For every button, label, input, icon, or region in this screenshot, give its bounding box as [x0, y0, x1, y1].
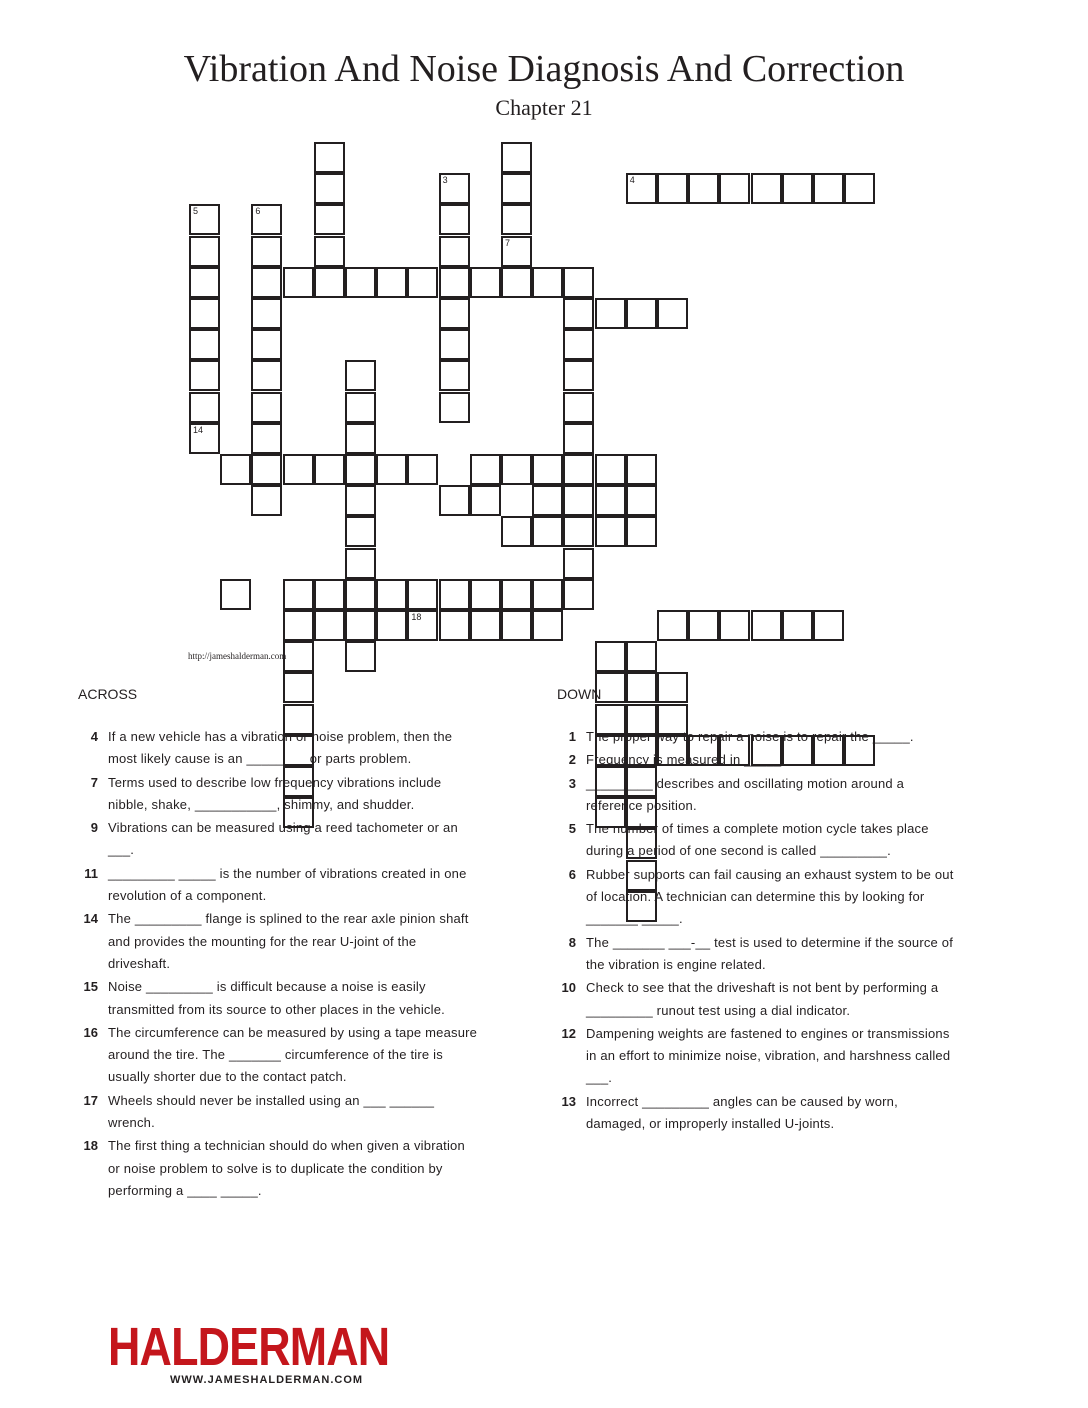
grid-cell[interactable]: [376, 579, 407, 610]
grid-cell[interactable]: [501, 267, 532, 298]
grid-cell[interactable]: [189, 267, 220, 298]
grid-cell[interactable]: [563, 548, 594, 579]
grid-cell[interactable]: [626, 641, 657, 672]
clue-number: 14: [83, 911, 98, 927]
grid-cell[interactable]: [532, 516, 563, 547]
across-clue: [78, 726, 478, 771]
grid-cell[interactable]: [657, 610, 688, 641]
clue-text: The number of times a complete motion cycle takes place during a period of one second is called _________.: [586, 821, 929, 859]
grid-cell[interactable]: [563, 392, 594, 423]
clue-number: 12: [561, 1025, 576, 1041]
grid-cell[interactable]: [813, 610, 844, 641]
grid-cell[interactable]: [532, 267, 563, 298]
down-clue: [556, 1023, 956, 1090]
grid-cell[interactable]: [657, 298, 688, 329]
grid-cell[interactable]: [345, 267, 376, 298]
grid-cell[interactable]: [688, 610, 719, 641]
grid-cell[interactable]: [844, 173, 875, 204]
clue-text: The first thing a technician should do when given a vibration or noise problem to solve is to duplicate the condition by performing a ____ _____.: [108, 1138, 465, 1198]
grid-cell[interactable]: [189, 392, 220, 423]
grid-cell[interactable]: [345, 485, 376, 516]
down-clue: [556, 726, 956, 748]
grid-cell[interactable]: [563, 298, 594, 329]
clue-number: 6: [255, 206, 261, 217]
grid-cell[interactable]: [532, 579, 563, 610]
clue-number: 7: [505, 237, 511, 248]
grid-cell[interactable]: [626, 672, 657, 703]
down-heading: DOWN: [557, 686, 602, 702]
grid-cell[interactable]: [501, 516, 532, 547]
grid-cell[interactable]: [563, 267, 594, 298]
grid-cell[interactable]: [407, 579, 438, 610]
clue-number: 18: [411, 612, 422, 622]
clue-number: 16: [83, 1024, 98, 1040]
grid-cell[interactable]: [376, 267, 407, 298]
grid-cell[interactable]: [595, 298, 626, 329]
grid-cell[interactable]: [189, 360, 220, 391]
clue-text: If a new vehicle has a vibration or noise problem, then the most likely cause is an ________ or parts problem.: [108, 729, 453, 767]
grid-cell[interactable]: [563, 485, 594, 516]
across-clue: [78, 1135, 478, 1202]
grid-cell[interactable]: [470, 267, 501, 298]
across-clue: [78, 772, 478, 817]
clue-number: 7: [90, 774, 98, 790]
grid-cell[interactable]: [501, 236, 532, 267]
grid-cell[interactable]: [439, 360, 470, 391]
grid-cell[interactable]: [189, 236, 220, 267]
grid-cell[interactable]: [407, 267, 438, 298]
grid-cell[interactable]: [439, 236, 470, 267]
grid-cell[interactable]: [532, 610, 563, 641]
grid-cell[interactable]: [251, 392, 282, 423]
down-clue: [556, 818, 956, 863]
grid-cell[interactable]: [688, 173, 719, 204]
clue-number: 13: [561, 1093, 576, 1109]
chapter-subtitle: Chapter 21: [495, 95, 593, 120]
clue-text: Vibrations can be measured using a reed tachometer or an ___.: [108, 820, 458, 858]
clue-text: Dampening weights are fastened to engines or transmissions in an effort to minimize noise, vibration, and harshness called ___.: [586, 1025, 951, 1086]
grid-cell[interactable]: [719, 173, 750, 204]
across-clue-list: [78, 726, 478, 1203]
grid-cell[interactable]: [439, 579, 470, 610]
clue-text: The _________ flange is splined to the rear axle pinion shaft and provides the mounting for the rear U-joint of the driveshaft.: [108, 911, 469, 971]
grid-cell[interactable]: [751, 610, 782, 641]
clue-number: 5: [568, 821, 576, 837]
grid-cell[interactable]: [626, 485, 657, 516]
clue-text: Check to see that the driveshaft is not bent by performing a _________ runout test using a dial indicator.: [586, 980, 939, 1018]
grid-cell[interactable]: [407, 610, 438, 641]
clue-number: 3: [568, 775, 576, 791]
grid-cell[interactable]: [345, 641, 376, 672]
grid-cell[interactable]: [345, 610, 376, 641]
grid-cell[interactable]: [376, 454, 407, 485]
grid-cell[interactable]: [407, 454, 438, 485]
grid-cell[interactable]: [314, 173, 345, 204]
grid-cell[interactable]: [439, 329, 470, 360]
grid-cell[interactable]: [189, 204, 220, 235]
page-title: Vibration And Noise Diagnosis And Correction: [183, 48, 905, 90]
grid-cell[interactable]: [563, 516, 594, 547]
clue-number: 2: [568, 752, 576, 768]
grid-cell[interactable]: [314, 579, 345, 610]
clue-text: _________ describes and oscillating motion around a reference position.: [586, 775, 905, 813]
grid-cell[interactable]: [251, 267, 282, 298]
clue-text: The proper way to repair a noise is to repair the _____.: [586, 729, 914, 744]
clue-text: The circumference can be measured by using a tape measure around the tire. The _______ circumference of the tire is usually shorter due to the contact patch.: [108, 1024, 478, 1085]
grid-cell[interactable]: [314, 267, 345, 298]
grid-cell[interactable]: [813, 173, 844, 204]
grid-cell[interactable]: [314, 236, 345, 267]
grid-cell[interactable]: [439, 298, 470, 329]
clue-number: 4: [629, 175, 635, 186]
grid-cell[interactable]: [595, 454, 626, 485]
grid-cell[interactable]: [189, 298, 220, 329]
logo-wordmark: HALDERMAN: [108, 1317, 390, 1377]
grid-cell[interactable]: [626, 516, 657, 547]
grid-cell[interactable]: [595, 485, 626, 516]
grid-cell[interactable]: [626, 173, 657, 204]
grid-cell[interactable]: [283, 672, 314, 703]
grid-cell[interactable]: [595, 641, 626, 672]
down-clue: [556, 1091, 956, 1136]
clue-text: Wheels should never be installed using an ___ ______ wrench.: [108, 1092, 435, 1131]
clue-number: 4: [90, 729, 98, 744]
across-clue: [78, 908, 478, 975]
across-clue: [78, 863, 478, 908]
grid-cell[interactable]: [283, 454, 314, 485]
grid-cell[interactable]: [251, 298, 282, 329]
grid-cell[interactable]: [220, 579, 251, 610]
clue-number: 17: [83, 1092, 98, 1108]
clue-text: Incorrect _________ angles can be caused by worn, damaged, or improperly installed U-joints.: [586, 1093, 898, 1132]
grid-cell[interactable]: [501, 142, 532, 173]
logo-url: WWW.JAMESHALDERMAN.COM: [170, 1374, 364, 1386]
grid-cell[interactable]: [314, 204, 345, 235]
grid-cell[interactable]: [626, 454, 657, 485]
grid-cell[interactable]: [251, 423, 282, 454]
grid-cell[interactable]: [719, 610, 750, 641]
grid-cell[interactable]: [251, 485, 282, 516]
down-clue: [556, 864, 956, 931]
grid-cell[interactable]: [251, 204, 282, 235]
grid-cell[interactable]: [501, 204, 532, 235]
clue-number: 11: [84, 865, 98, 881]
across-clue: [78, 1090, 478, 1135]
clue-number: 9: [90, 820, 98, 836]
grid-cell[interactable]: [314, 142, 345, 173]
grid-cell[interactable]: [314, 454, 345, 485]
grid-cell[interactable]: [376, 610, 407, 641]
across-clue: [78, 976, 478, 1021]
clue-text: _________ _____ is the number of vibrations created in one revolution of a component.: [108, 865, 467, 904]
clue-text: Noise _________ is difficult because a noise is easily transmitted from its source to other places in the vehicle.: [108, 979, 445, 1017]
grid-cell[interactable]: [657, 672, 688, 703]
halderman-logo: [108, 1317, 390, 1386]
grid-cell[interactable]: [345, 516, 376, 547]
grid-cell[interactable]: [439, 204, 470, 235]
clue-number: 18: [83, 1138, 98, 1154]
grid-cell[interactable]: [251, 329, 282, 360]
grid-cell[interactable]: [283, 579, 314, 610]
across-clue: [78, 817, 478, 862]
across-clue: [78, 1022, 478, 1089]
grid-cell[interactable]: [189, 423, 220, 454]
grid-cell[interactable]: [189, 329, 220, 360]
grid-cell[interactable]: [501, 173, 532, 204]
grid-cell[interactable]: [439, 392, 470, 423]
clue-number: 1: [568, 729, 576, 744]
grid-cell[interactable]: [532, 485, 563, 516]
clue-number: 15: [83, 979, 98, 995]
grid-cell[interactable]: [470, 485, 501, 516]
grid-cell[interactable]: [782, 610, 813, 641]
grid-cell[interactable]: [439, 485, 470, 516]
clue-number: 8: [568, 934, 576, 950]
grid-cell[interactable]: [626, 298, 657, 329]
grid-cell[interactable]: [439, 267, 470, 298]
grid-cell[interactable]: [751, 173, 782, 204]
across-heading: ACROSS: [78, 686, 138, 702]
grid-cell[interactable]: [532, 454, 563, 485]
down-clue: [556, 977, 956, 1022]
grid-cell[interactable]: [501, 454, 532, 485]
grid-cell[interactable]: [345, 579, 376, 610]
clue-number: 6: [568, 866, 576, 882]
grid-cell[interactable]: [563, 360, 594, 391]
down-clue-list: [556, 726, 956, 1136]
grid-cell[interactable]: [439, 173, 470, 204]
clue-number: 3: [442, 175, 448, 186]
clue-number: 5: [193, 206, 199, 217]
grid-cell[interactable]: [563, 454, 594, 485]
down-clue: [556, 773, 956, 818]
grid-cell[interactable]: [439, 610, 470, 641]
grid-cell[interactable]: [314, 610, 345, 641]
grid-cell[interactable]: [563, 329, 594, 360]
grid-cell[interactable]: [501, 610, 532, 641]
grid-cell[interactable]: [251, 454, 282, 485]
clue-text: Rubber supports can fail causing an exhaust system to be out of location. A technician can determine this by looking for _______ _____.: [586, 866, 954, 927]
grid-cell[interactable]: [251, 236, 282, 267]
grid-cell[interactable]: [345, 423, 376, 454]
grid-cell[interactable]: [283, 641, 314, 672]
grid-cell[interactable]: [782, 173, 813, 204]
source-url: http://jameshalderman.com: [188, 651, 287, 661]
down-clue: [556, 749, 956, 771]
clue-text: Frequency is measured in _____.: [586, 752, 786, 768]
clue-number: 10: [561, 980, 576, 996]
clue-number: 14: [193, 424, 204, 435]
grid-cell[interactable]: [470, 454, 501, 485]
grid-cell[interactable]: [251, 360, 282, 391]
grid-cell[interactable]: [345, 548, 376, 579]
grid-cell[interactable]: [501, 579, 532, 610]
grid-cell[interactable]: [345, 454, 376, 485]
grid-cell[interactable]: [283, 610, 314, 641]
grid-cell[interactable]: [563, 423, 594, 454]
grid-cell[interactable]: [595, 516, 626, 547]
grid-cell[interactable]: [470, 610, 501, 641]
clue-text: Terms used to describe low frequency vibrations include nibble, shake, ___________, shimmy, and shudder.: [108, 774, 442, 812]
grid-cell[interactable]: [345, 360, 376, 391]
crossword-grid: [0, 0, 1088, 680]
grid-cell[interactable]: [657, 173, 688, 204]
clue-text: The _______ ___-__ test is used to determine if the source of the vibration is engine related.: [586, 934, 954, 972]
down-clue: [556, 932, 956, 977]
grid-cell[interactable]: [563, 579, 594, 610]
grid-cell[interactable]: [283, 267, 314, 298]
grid-cell[interactable]: [345, 392, 376, 423]
grid-cell[interactable]: [470, 579, 501, 610]
grid-cell[interactable]: [220, 454, 251, 485]
